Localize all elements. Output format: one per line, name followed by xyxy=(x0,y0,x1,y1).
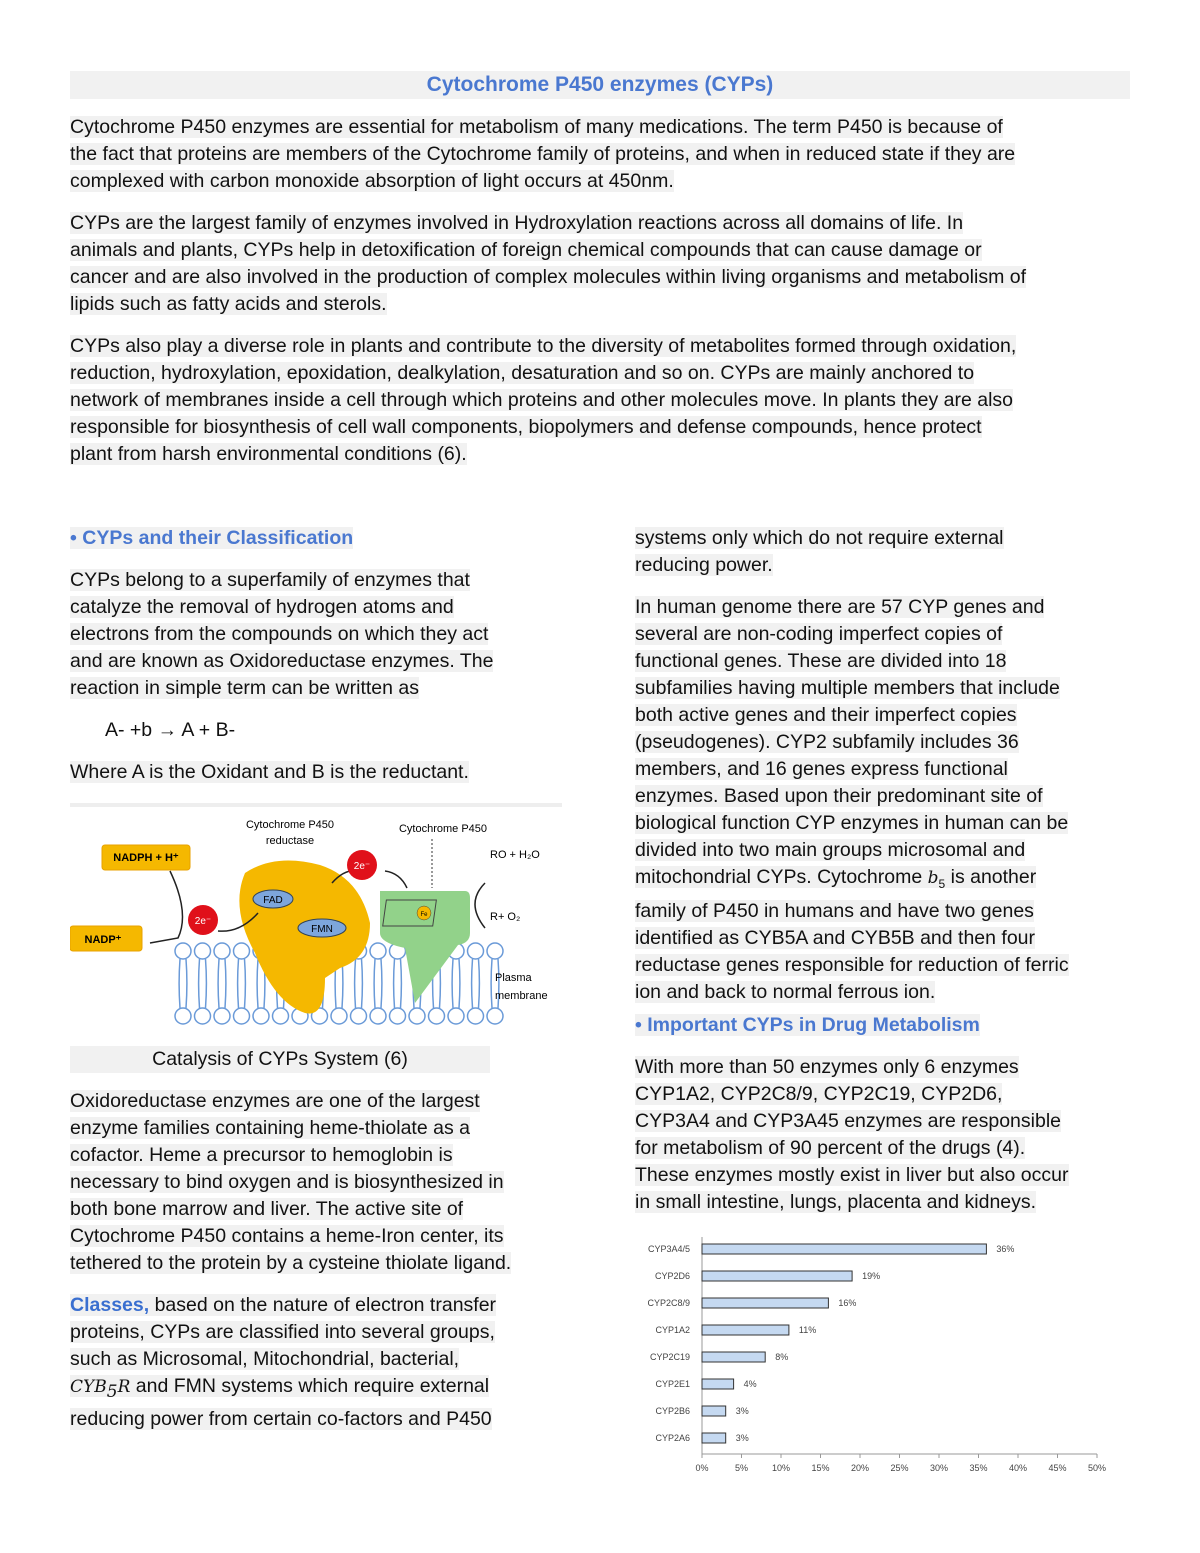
drug-metabolism-paragraph xyxy=(635,1054,1069,1216)
fad-label: FAD xyxy=(263,895,283,906)
p-line xyxy=(635,1081,1069,1108)
category-label: CYP2D6 xyxy=(654,1271,690,1281)
p-line xyxy=(635,552,1004,579)
category-label: CYP2C8/9 xyxy=(647,1298,690,1308)
p-line xyxy=(635,675,1069,702)
p-line xyxy=(635,1189,1069,1216)
figure-caption: Catalysis of CYPs System (6) xyxy=(70,1046,490,1073)
p450-label: Cytochrome P450 xyxy=(398,823,488,835)
plasma-label: Plasma xyxy=(495,972,532,984)
text-line: in small intestine, lungs, placenta and kidneys. xyxy=(635,1191,1037,1213)
cyp-drug-metabolism-chart xyxy=(630,1232,1120,1482)
value-label: 19% xyxy=(862,1271,881,1281)
bar xyxy=(702,1271,852,1281)
x-tick-label: 50% xyxy=(1087,1463,1107,1473)
value-label: 16% xyxy=(838,1298,857,1308)
reaction-equation: A- +b → A + B- xyxy=(105,719,236,741)
category-label: CYP2A6 xyxy=(655,1433,690,1443)
p-line xyxy=(635,925,1069,952)
intro-line xyxy=(70,264,1140,291)
text-line: CYPs also play a diverse role in plants and contribute to the diversity of metabolites formed through oxidation, xyxy=(70,335,1017,357)
p-line xyxy=(70,1346,496,1373)
text-line: (pseudogenes). CYP2 subfamily includes 36 xyxy=(635,731,1019,753)
p-line xyxy=(635,648,1069,675)
text-line: In human genome there are 57 CYP genes and xyxy=(635,596,1045,618)
text-line: plant from harsh environmental conditions (6). xyxy=(70,443,467,465)
text-line: lipids such as fatty acids and sterols. xyxy=(70,293,387,315)
p-line xyxy=(70,1319,496,1346)
p-line xyxy=(70,1196,511,1223)
fmn-label: FMN xyxy=(311,924,333,935)
text-line: CYPs are the largest family of enzymes involved in Hydroxylation reactions across all domains of life. In xyxy=(70,212,964,234)
text-line: Cytochrome P450 enzymes are essential for metabolism of many medications. The term P450 is because of xyxy=(70,116,1003,138)
value-label: 3% xyxy=(735,1433,749,1443)
x-tick-label: 40% xyxy=(1008,1463,1028,1473)
text-line: tethered to the protein by a cysteine thiolate ligand. xyxy=(70,1252,512,1274)
x-tick-label: 5% xyxy=(734,1463,749,1473)
p-line xyxy=(635,594,1069,621)
intro-line xyxy=(70,387,1140,414)
text-line: reaction in simple term can be written as xyxy=(70,677,419,699)
electron-label-1: 2e⁻ xyxy=(194,916,212,927)
text-line: such as Microsomal, Mitochondrial, bacterial, xyxy=(70,1348,460,1370)
text-line: With more than 50 enzymes only 6 enzymes xyxy=(635,1056,1019,1078)
value-label: 3% xyxy=(735,1406,749,1416)
text-line: CYP1A2, CYP2C8/9, CYP2C19, CYP2D6, xyxy=(635,1083,1003,1105)
human-genome-paragraph: In human genome there are 57 CYP genes and several are non-coding imperfect copies of functional genes. These are divided into 18 subfamilies having multiple members that include both active genes and their imperfect copies (pseudogenes). CYP2 subfamily includes 36 members, and 16 genes express functional enzymes. Based upon their predominant site of biological function CYP enzymes in human can be divided into two main groups microsomal and mitochondrial CYPs. Cytochrome $b_5$ is another family of P450 in humans and have two genes identified as CYB5A and CYB5B and then four reductase genes responsible for reduction of ferric ion and back to normal ferrous ion. xyxy=(635,594,1069,1006)
classification-paragraph xyxy=(70,567,493,702)
text-line: reduction, hydroxylation, epoxidation, dealkylation, desaturation and so on. CYPs are mainly anchored to xyxy=(70,362,975,384)
intro-line xyxy=(70,291,1140,318)
value-label: 4% xyxy=(743,1379,757,1389)
x-tick-label: 15% xyxy=(811,1463,830,1473)
bar xyxy=(702,1298,828,1308)
text-line: proteins, CYPs are classified into several groups, xyxy=(70,1321,495,1343)
intro-line xyxy=(70,114,1140,141)
p-line xyxy=(635,979,1069,1006)
intro-line xyxy=(70,441,1140,468)
p450-reductase-shape xyxy=(239,861,370,1014)
bar xyxy=(702,1325,789,1335)
p-line xyxy=(70,567,493,594)
intro-line xyxy=(70,237,1140,264)
category-label: CYP2B6 xyxy=(655,1406,690,1416)
intro-line xyxy=(70,141,1140,168)
text-line: family of P450 in humans and have two genes xyxy=(635,899,1034,922)
x-tick-label: 35% xyxy=(969,1463,988,1473)
nadph-label: NADPH + H⁺ xyxy=(113,852,179,864)
p-line xyxy=(70,1088,511,1115)
text-line: several are non-coding imperfect copies of xyxy=(635,623,1003,645)
x-tick-label: 20% xyxy=(850,1463,870,1473)
p-line xyxy=(635,1108,1069,1135)
p-line xyxy=(635,702,1069,729)
p-line xyxy=(635,837,1069,864)
oxidoreductase-paragraph xyxy=(70,1088,511,1277)
reductase-label-2: reductase xyxy=(265,835,315,847)
text-line: Oxidoreductase enzymes are one of the largest xyxy=(70,1090,480,1112)
x-tick-label: 0% xyxy=(695,1463,709,1473)
membrane-label: membrane xyxy=(495,990,548,1002)
intro-paragraph xyxy=(70,210,1140,318)
x-tick-label: 30% xyxy=(929,1463,949,1473)
intro-paragraph xyxy=(70,114,1140,195)
bar xyxy=(702,1406,726,1416)
text-line: These enzymes mostly exist in liver but also occur xyxy=(635,1164,1069,1186)
p-line xyxy=(635,1135,1069,1162)
text-line: cofactor. Heme a precursor to hemoglobin is xyxy=(70,1144,453,1166)
page-title: Cytochrome P450 enzymes (CYPs) xyxy=(70,71,1130,99)
bar xyxy=(702,1379,734,1389)
p-line xyxy=(70,1223,511,1250)
text-line: enzymes. Based upon their predominant site of xyxy=(635,785,1043,807)
text-line: identified as CYB5A and CYB5B and then four xyxy=(635,926,1036,949)
text-line: responsible for biosynthesis of cell wall components, biopolymers and defense compounds, hence protect xyxy=(70,416,982,438)
x-tick-label: 10% xyxy=(771,1463,791,1473)
fe-label: Fe xyxy=(420,912,428,918)
intro-paragraph xyxy=(70,333,1140,468)
text-line: enzyme families containing heme-thiolate as a xyxy=(70,1117,470,1139)
text-line: catalyze the removal of hydrogen atoms and xyxy=(70,596,454,618)
text-line: CYPs belong to a superfamily of enzymes that xyxy=(70,569,470,591)
p-line xyxy=(70,1142,511,1169)
classes-paragraph: Classes, based on the nature of electron transfer proteins, CYPs are classified into several groups, such as Microsomal, Mitochondrial, bacterial, $CYB_5R$ and FMN systems which require external reducing power from certain co-factors and P450 xyxy=(70,1294,497,1430)
value-label: 8% xyxy=(775,1352,789,1362)
text-line: CYP3A4 and CYP3A45 enzymes are responsible xyxy=(635,1110,1061,1132)
section-heading-classification: • CYPs and their Classification xyxy=(70,527,354,549)
text-line: members, and 16 genes express functional xyxy=(635,758,1008,780)
category-label: CYP1A2 xyxy=(655,1325,690,1335)
p-line xyxy=(635,525,1004,552)
text-line: Cytochrome P450 contains a heme-Iron center, its xyxy=(70,1225,504,1247)
bar xyxy=(702,1433,726,1443)
p-line xyxy=(70,1250,511,1277)
intro-text xyxy=(70,114,1140,483)
p-line xyxy=(635,952,1069,979)
electron-label-2: 2e⁻ xyxy=(353,861,371,872)
p-line xyxy=(635,898,1069,925)
text-line: network of membranes inside a cell through which proteins and other molecules move. In plants they are also xyxy=(70,389,1013,411)
p-line xyxy=(635,756,1069,783)
x-tick-label: 25% xyxy=(890,1463,909,1473)
p-line xyxy=(635,1162,1069,1189)
x-tick-label: 45% xyxy=(1048,1463,1067,1473)
category-label: CYP2E1 xyxy=(655,1379,690,1389)
text-line: complexed with carbon monoxide absorption of light occurs at 450nm. xyxy=(70,170,674,192)
nadp-label: NADP⁺ xyxy=(84,934,122,946)
text-line: reducing power. xyxy=(635,554,773,576)
bar xyxy=(702,1244,986,1254)
text-line: animals and plants, CYPs help in detoxification of foreign chemical compounds that can cause damage or xyxy=(70,239,982,261)
text-line: necessary to bind oxygen and is biosynthesized in xyxy=(70,1171,504,1193)
text-line: cancer and are also involved in the production of complex molecules within living organisms and metabolism of xyxy=(70,266,1026,288)
p-line xyxy=(635,1054,1069,1081)
text-line: functional genes. These are divided into 18 xyxy=(635,650,1007,672)
text-line: both active genes and their imperfect copies xyxy=(635,704,1017,726)
category-label: CYP3A4/5 xyxy=(647,1244,690,1254)
oxidant-reductant-note: Where A is the Oxidant and B is the reductant. xyxy=(70,761,469,783)
value-label: 11% xyxy=(798,1325,817,1335)
section-heading-drug-metabolism: • Important CYPs in Drug Metabolism xyxy=(635,1014,980,1036)
value-label: 36% xyxy=(996,1244,1015,1254)
intro-line xyxy=(70,168,1140,195)
p-line xyxy=(70,594,493,621)
r-o2-label: R+ O₂ xyxy=(490,911,521,923)
right-paragraph-1 xyxy=(635,525,1004,579)
text-line: both bone marrow and liver. The active site of xyxy=(70,1198,464,1220)
text-line: biological function CYP enzymes in human can be xyxy=(635,812,1069,834)
text-line: subfamilies having multiple members that include xyxy=(635,677,1060,699)
p-line xyxy=(70,1169,511,1196)
p-line xyxy=(635,783,1069,810)
ro-h2o-label: RO + H₂O xyxy=(490,849,540,861)
catalysis-diagram xyxy=(70,803,562,1031)
category-label: CYP2C19 xyxy=(649,1352,690,1362)
p-line xyxy=(635,621,1069,648)
text-line: the fact that proteins are members of the Cytochrome family of proteins, and when in reduced state if they are xyxy=(70,143,1016,165)
text-line: ion and back to normal ferrous ion. xyxy=(635,980,936,1003)
reductase-label: Cytochrome P450 xyxy=(245,819,335,831)
p-line xyxy=(70,648,493,675)
p-line xyxy=(635,810,1069,837)
intro-line xyxy=(70,210,1140,237)
intro-line xyxy=(70,414,1140,441)
p-line xyxy=(635,729,1069,756)
intro-line xyxy=(70,333,1140,360)
text-line: divided into two main groups microsomal and xyxy=(635,839,1026,861)
text-line: for metabolism of 90 percent of the drugs (4). xyxy=(635,1137,1026,1159)
text-line: and are known as Oxidoreductase enzymes. The xyxy=(70,650,494,672)
text-line: systems only which do not require external xyxy=(635,527,1004,549)
p-line xyxy=(70,1115,511,1142)
text-line: electrons from the compounds on which they act xyxy=(70,623,489,645)
bar xyxy=(702,1352,765,1362)
intro-line xyxy=(70,360,1140,387)
p-line xyxy=(70,621,493,648)
p-line xyxy=(70,675,493,702)
text-line: reductase genes responsible for reduction of ferric xyxy=(635,953,1069,976)
